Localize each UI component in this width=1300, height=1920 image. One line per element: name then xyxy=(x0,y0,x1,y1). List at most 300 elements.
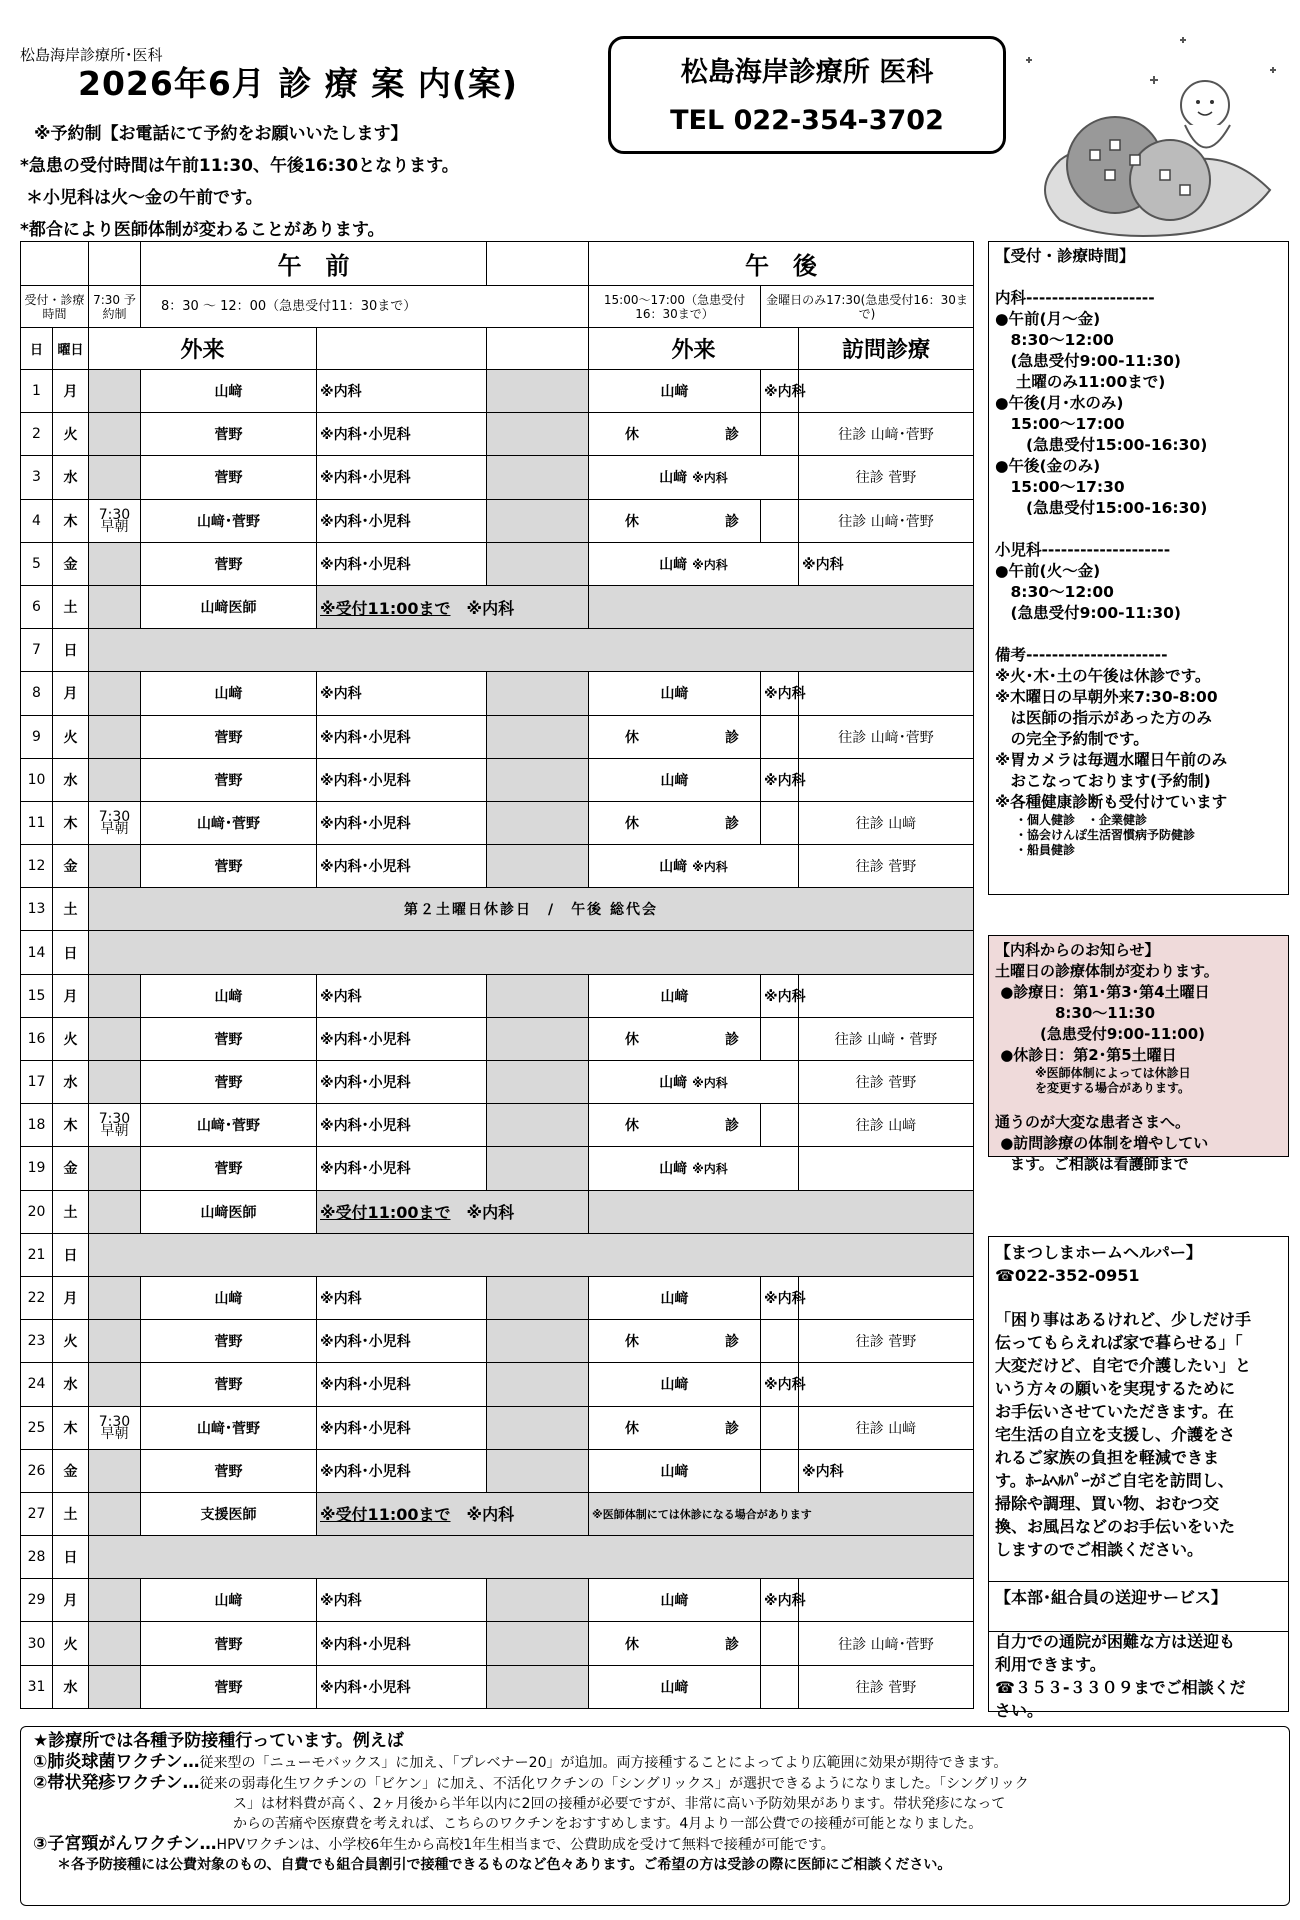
info-line: 8:30～11:30 xyxy=(995,1004,1156,1022)
schedule-row xyxy=(21,542,974,585)
am-note-cell xyxy=(317,1147,487,1190)
home-visit: 往診 菅野 xyxy=(855,859,917,876)
schedule-row xyxy=(21,1579,974,1622)
home-visit-cell xyxy=(799,1017,974,1060)
weekday-cell xyxy=(53,1363,89,1406)
info-line: (急患受付9:00-11:30) xyxy=(995,352,1181,370)
pm-dept-note: ※内科 xyxy=(764,988,806,1005)
gap-cell xyxy=(487,542,589,585)
day-cell xyxy=(21,1017,53,1060)
pm-dept-note: ※内科 xyxy=(764,1593,806,1610)
day-number: 16 xyxy=(27,1030,46,1047)
am-note-cell xyxy=(317,1190,589,1233)
day-number: 6 xyxy=(32,599,41,616)
day-number: 23 xyxy=(27,1333,46,1350)
weekday: 木 xyxy=(63,513,78,530)
am-note-cell xyxy=(317,1622,487,1665)
day-cell xyxy=(21,845,53,888)
am-doctor: 山﨑･菅野 xyxy=(197,1420,260,1437)
schedule-row xyxy=(21,370,974,413)
am-note-cell xyxy=(317,1104,487,1147)
closed-day-cell xyxy=(89,1536,974,1579)
am-dept-note: ※内科 xyxy=(320,1593,362,1610)
am-doctor-cell xyxy=(141,1147,317,1190)
gap-cell xyxy=(487,1276,589,1319)
gap-cell xyxy=(487,1017,589,1060)
col-weekday-header xyxy=(53,328,89,370)
clinic-tel: TEL 022-354-3702 xyxy=(670,105,944,136)
home-visit: 往診 山﨑 xyxy=(855,815,917,832)
home-visit: 往診 菅野 xyxy=(855,1334,917,1351)
pm-closed: 休 診 xyxy=(625,1334,775,1351)
gap-cell xyxy=(487,801,589,844)
weekday: 月 xyxy=(63,1593,78,1610)
schedule-row xyxy=(21,1320,974,1363)
weekday: 日 xyxy=(63,945,78,962)
col-outpatient-am-header xyxy=(89,328,317,370)
am-note-cell xyxy=(317,845,487,888)
pm-header xyxy=(589,242,974,286)
pm-closed-cell xyxy=(589,1406,775,1449)
day-number: 3 xyxy=(32,469,41,486)
schedule-row xyxy=(21,456,974,499)
pm-closed: 休 診 xyxy=(625,1420,775,1437)
home-visit-cell xyxy=(799,1061,974,1104)
home-visit-cell xyxy=(799,1363,974,1406)
info-line: 【受付・診療時間】 xyxy=(995,247,1135,265)
home-visit: 往診 菅野 xyxy=(855,1679,917,1696)
am-doctor: 菅野 xyxy=(214,859,243,876)
gap-cell xyxy=(487,370,589,413)
am-dept-note: ※内科･小児科 xyxy=(320,1118,411,1135)
am-doctor-cell xyxy=(141,1017,317,1060)
am-doctor: 山﨑医師 xyxy=(200,600,257,617)
am-doctor: 山﨑医師 xyxy=(200,1204,257,1221)
pm-doctor-cell xyxy=(589,845,799,888)
am-dept-note: ※内科･小児科 xyxy=(320,815,411,832)
header-blank xyxy=(21,242,89,286)
pm-hours: 15:00～17:00（急患受付16：30まで） xyxy=(603,292,746,321)
weekday-cell xyxy=(53,1017,89,1060)
home-visit-cell xyxy=(799,715,974,758)
schedule-row xyxy=(21,1233,974,1276)
weekday: 土 xyxy=(63,1506,78,1523)
home-visit: 往診 山﨑 xyxy=(855,1118,917,1135)
pm-closed-cell xyxy=(589,1104,775,1147)
weekday-cell xyxy=(53,1536,89,1579)
info-line: ●休診日：第2･第5土曜日 xyxy=(995,1046,1177,1064)
early-cell xyxy=(89,758,141,801)
clinic-logo-box xyxy=(608,36,1006,154)
am-dept-note: ※内科･小児科 xyxy=(320,1679,411,1696)
info-line: ☎022-352-0951 xyxy=(995,1266,1140,1285)
day-cell xyxy=(21,629,53,672)
weekday: 水 xyxy=(63,772,78,789)
pm-dept-note: ※内科 xyxy=(692,557,728,572)
early-cell xyxy=(89,1665,141,1708)
pm-doctor-cell xyxy=(589,1449,761,1492)
am-note-cell xyxy=(317,413,487,456)
am-reception-note: ※受付11:00まで xyxy=(320,1203,451,1223)
pm-closed-cell xyxy=(589,1017,775,1060)
info-line: 伝ってもらえれば家で暮らせる」「 xyxy=(995,1333,1243,1352)
day-number: 31 xyxy=(27,1678,46,1695)
info-line: の完全予約制です。 xyxy=(995,730,1149,748)
am-note-cell xyxy=(317,715,487,758)
info-line: れるご家族の負担を軽減できま xyxy=(995,1448,1220,1467)
note-line: ＊小児科は火～金の午前です。 xyxy=(26,188,263,208)
info-line: ※火･木･土の午後は休診です。 xyxy=(995,667,1211,685)
day-number: 7 xyxy=(32,642,41,659)
am-doctor-cell xyxy=(141,413,317,456)
day-number: 24 xyxy=(27,1376,46,1393)
am-dept-note: ※内科･小児科 xyxy=(320,427,411,444)
pm-note-cell xyxy=(761,672,806,715)
am-note-cell xyxy=(317,1363,487,1406)
am-dept-note: ※内科･小児科 xyxy=(320,1420,411,1437)
am-note-cell xyxy=(317,1276,487,1319)
am-doctor: 山﨑 xyxy=(214,686,243,703)
gap-cell xyxy=(487,1061,589,1104)
vaccine-hpv: ③子宮頸がんワクチン…HPVワクチンは、小学校6年生から高校1年生相当まで、公費助成を受けて無料で接種が可能です。 xyxy=(33,1834,835,1854)
am-dept-note: ※内科･小児科 xyxy=(320,1075,411,1092)
am-doctor: 菅野 xyxy=(214,427,243,444)
early-cell-text: 7:30 早朝 xyxy=(98,506,131,535)
info-line: お手伝いさせていただきます。在 xyxy=(995,1402,1234,1421)
am-reception-note: ※受付11:00まで xyxy=(320,1505,451,1525)
pm-dept-note: ※内科 xyxy=(764,1291,806,1308)
schedule-table xyxy=(20,241,974,1709)
am-doctor: 菅野 xyxy=(214,556,243,573)
early-cell xyxy=(89,370,141,413)
day-cell xyxy=(21,1061,53,1104)
col-home-visit: 訪問診療 xyxy=(842,338,931,363)
info-line: ●午前(火～金) xyxy=(995,562,1101,580)
fri-hours: 金曜日のみ17:30(急患受付16：30まで) xyxy=(766,292,968,321)
info-subline: ・船員健診 xyxy=(1015,843,1076,857)
col-weekday: 曜日 xyxy=(57,343,84,358)
info-line xyxy=(995,267,1282,288)
weekday: 金 xyxy=(63,1463,78,1480)
vaccination-info-box xyxy=(20,1726,1290,1906)
vaccine-title: ★診療所では各種予防接種行っています。例えば xyxy=(33,1731,404,1751)
info-line: ●診療日：第1･第3･第4土曜日 xyxy=(995,983,1210,1001)
am-doctor: 菅野 xyxy=(214,1031,243,1048)
day-number: 12 xyxy=(27,858,46,875)
am-doctor-cell xyxy=(141,1665,317,1708)
early-cell xyxy=(89,1147,141,1190)
pm-dept-note: ※内科 xyxy=(764,772,806,789)
am-dept-note: ※内科･小児科 xyxy=(320,470,411,487)
weekday: 土 xyxy=(63,902,78,919)
pm-closed: 休 診 xyxy=(625,1636,775,1653)
early-cell xyxy=(89,672,141,715)
home-visit-cell xyxy=(799,845,974,888)
day-number: 1 xyxy=(32,383,41,400)
weekday-cell xyxy=(53,715,89,758)
info-line xyxy=(995,1287,1282,1308)
schedule-row xyxy=(21,801,974,844)
am-label: 午 前 xyxy=(277,252,350,280)
col-outpatient-am: 外来 xyxy=(180,338,225,363)
weekday-cell xyxy=(53,931,89,974)
pm-doctor-cell xyxy=(589,672,761,715)
home-visit-cell xyxy=(799,1104,974,1147)
info-subline: ・協会けんぽ生活習慣病予防健診 xyxy=(1015,828,1196,842)
pm-doctor-cell xyxy=(589,758,761,801)
gap-cell xyxy=(487,715,589,758)
weekday: 水 xyxy=(63,1679,78,1696)
gap-cell xyxy=(487,456,589,499)
am-dept-note: ※内科 xyxy=(466,1505,515,1525)
col-outpatient-pm: 外来 xyxy=(671,338,716,363)
day-cell xyxy=(21,542,53,585)
weekday: 土 xyxy=(63,600,78,617)
pm-dept-note: ※内科 xyxy=(764,1377,806,1394)
am-doctor-cell xyxy=(141,715,317,758)
gap-cell xyxy=(487,1622,589,1665)
early-cell-text: 7:30 早朝 xyxy=(98,808,131,837)
day-number: 14 xyxy=(27,944,46,961)
pm-closed-cell xyxy=(589,1622,775,1665)
info-line xyxy=(995,1609,1282,1630)
home-visit-cell xyxy=(799,370,974,413)
pm-doctor: 山﨑 xyxy=(660,1593,689,1610)
info-line: いう方々の願いを実現するために xyxy=(995,1379,1236,1398)
day-number: 11 xyxy=(27,814,46,831)
day-cell xyxy=(21,801,53,844)
home-visit-cell xyxy=(799,672,974,715)
am-dept-note: ※内科･小児科 xyxy=(320,513,411,530)
info-line: 利用できます。 xyxy=(995,1655,1106,1674)
sat-extra-cell xyxy=(589,585,974,628)
early-cell xyxy=(89,1061,141,1104)
weekday-cell xyxy=(53,888,89,931)
home-visit: 往診 山﨑･菅野 xyxy=(838,1636,934,1653)
header-blank xyxy=(487,328,589,370)
day-number: 17 xyxy=(27,1074,46,1091)
pm-note-cell xyxy=(761,974,806,1017)
sat-extra-note: ※医師体制にては休診になる場合があります xyxy=(592,1507,812,1521)
day-number: 21 xyxy=(27,1246,46,1263)
am-note-cell xyxy=(317,542,487,585)
event-text: 第２土曜日休診日 / 午後 総代会 xyxy=(404,902,658,919)
weekday: 水 xyxy=(63,1075,78,1092)
pm-dept-note: ※内科 xyxy=(764,686,806,703)
day-number: 4 xyxy=(32,512,41,529)
weekday-cell xyxy=(53,456,89,499)
weekday-cell xyxy=(53,974,89,1017)
pm-doctor-cell xyxy=(589,542,799,585)
day-cell xyxy=(21,672,53,715)
weekday: 火 xyxy=(63,1031,78,1048)
col-day-header xyxy=(21,328,53,370)
weekday: 日 xyxy=(63,643,78,660)
schedule-row xyxy=(21,974,974,1017)
am-reception-note: ※受付11:00まで xyxy=(320,598,451,618)
day-cell xyxy=(21,1665,53,1708)
am-doctor-cell xyxy=(141,370,317,413)
gap-cell xyxy=(487,1104,589,1147)
pm-doctor-cell xyxy=(589,1276,761,1319)
am-note-cell xyxy=(317,1406,487,1449)
gap-cell xyxy=(487,1449,589,1492)
pm-note-cell xyxy=(761,1579,806,1622)
pm-note-cell xyxy=(761,758,806,801)
am-dept-note: ※内科･小児科 xyxy=(320,1161,411,1178)
day-number: 19 xyxy=(27,1160,46,1177)
am-dept-note: ※内科 xyxy=(466,598,515,618)
home-visit: 往診 山﨑･菅野 xyxy=(838,427,934,444)
am-dept-note: ※内科･小児科 xyxy=(320,859,411,876)
am-doctor: 菅野 xyxy=(214,1334,243,1351)
am-note-cell xyxy=(317,585,589,628)
weekday-cell xyxy=(53,1190,89,1233)
am-note-cell xyxy=(317,758,487,801)
vaccine-pneumococcal: ①肺炎球菌ワクチン…従来型の「ニューモバックス」に加え、「プレベナー20」が追加。両方接種することによってより広範囲に効果が期待できます。 xyxy=(33,1752,1008,1772)
weekday: 日 xyxy=(63,1247,78,1264)
weekday-cell xyxy=(53,1492,89,1535)
day-cell xyxy=(21,1276,53,1319)
schedule-row xyxy=(21,888,974,931)
pm-closed-cell xyxy=(589,1320,775,1363)
weekday-cell xyxy=(53,672,89,715)
early-cell xyxy=(89,1449,141,1492)
weekday-cell xyxy=(53,629,89,672)
home-visit: 往診 山﨑･菅野 xyxy=(838,729,934,746)
pm-dept-note: ※内科 xyxy=(692,1076,728,1091)
am-doctor-cell xyxy=(141,1579,317,1622)
note-line: ※予約制【お電話にて予約をお願いいたします】 xyxy=(34,124,408,144)
info-subline: を変更する場合があります。 xyxy=(1035,1081,1191,1095)
fri-hours-cell xyxy=(761,286,974,328)
am-note-cell xyxy=(317,1665,487,1708)
day-number: 9 xyxy=(32,728,41,745)
am-doctor: 菅野 xyxy=(214,1075,243,1092)
pm-note-cell xyxy=(761,370,806,413)
event-cell xyxy=(89,888,974,931)
day-number: 29 xyxy=(27,1592,46,1609)
pm-note-cell xyxy=(761,1449,799,1492)
weekday-cell xyxy=(53,585,89,628)
home-visit: ※内科 xyxy=(802,556,844,573)
home-visit-cell xyxy=(799,1320,974,1363)
home-visit-cell xyxy=(799,542,974,585)
info-line: (急患受付15:00-16:30) xyxy=(995,436,1208,454)
day-number: 8 xyxy=(32,685,41,702)
col-home-visit-header xyxy=(799,328,974,370)
am-doctor: 山﨑 xyxy=(214,988,243,1005)
day-number: 2 xyxy=(32,426,41,443)
am-note-cell xyxy=(317,1320,487,1363)
weekday-cell xyxy=(53,1233,89,1276)
schedule-row xyxy=(21,1363,974,1406)
day-cell xyxy=(21,370,53,413)
schedule-row xyxy=(21,672,974,715)
col-outpatient-pm-header xyxy=(589,328,799,370)
info-line: す。ﾎｰﾑﾍﾙﾊﾟｰがご自宅を訪問し、 xyxy=(995,1471,1234,1490)
am-doctor-cell xyxy=(141,1363,317,1406)
early-cell xyxy=(89,1320,141,1363)
am-doctor-cell xyxy=(141,499,317,542)
day-cell xyxy=(21,1190,53,1233)
am-doctor: 菅野 xyxy=(214,1636,243,1653)
am-note-cell xyxy=(317,1492,589,1535)
gap-cell xyxy=(487,758,589,801)
am-doctor-cell xyxy=(141,1492,317,1535)
day-cell xyxy=(21,1536,53,1579)
schedule-row xyxy=(21,629,974,672)
weekday: 木 xyxy=(63,1420,78,1437)
weekday: 月 xyxy=(63,988,78,1005)
early-cell xyxy=(89,1190,141,1233)
am-dept-note: ※内科･小児科 xyxy=(320,1636,411,1653)
header-blank xyxy=(487,242,589,286)
pm-doctor: 山﨑 xyxy=(659,1075,688,1092)
info-line: 15:00～17:30 xyxy=(995,478,1125,496)
info-line: ※木曜日の早朝外来7:30-8:00 xyxy=(995,688,1218,706)
header-notes xyxy=(20,118,459,246)
weekday: 月 xyxy=(63,1291,78,1308)
am-note-cell xyxy=(317,974,487,1017)
gap-cell xyxy=(487,672,589,715)
weekday-cell xyxy=(53,1147,89,1190)
info-line: ●午前(月～金) xyxy=(995,310,1101,328)
day-cell xyxy=(21,1449,53,1492)
home-visit-cell xyxy=(799,974,974,1017)
pm-doctor: 山﨑 xyxy=(660,1463,689,1480)
pm-note-cell xyxy=(761,1665,799,1708)
am-dept-note: ※内科･小児科 xyxy=(320,1463,411,1480)
header-blank xyxy=(317,328,487,370)
schedule-row xyxy=(21,1104,974,1147)
home-visit-cell xyxy=(799,801,974,844)
am-doctor-cell xyxy=(141,974,317,1017)
am-note-cell xyxy=(317,499,487,542)
day-cell xyxy=(21,1622,53,1665)
early-cell xyxy=(89,1622,141,1665)
home-visit-cell xyxy=(799,456,974,499)
weekday-cell xyxy=(53,801,89,844)
am-doctor: 菅野 xyxy=(214,1679,243,1696)
early-cell-text: 7:30 早朝 xyxy=(98,1111,131,1140)
hours-info-box xyxy=(988,241,1289,895)
weekday: 土 xyxy=(63,1204,78,1221)
schedule-row xyxy=(21,585,974,628)
day-cell xyxy=(21,413,53,456)
weekday: 金 xyxy=(63,1161,78,1178)
closed-day-cell xyxy=(89,1233,974,1276)
info-line: 宅生活の自立を支援し、介護をさ xyxy=(995,1425,1236,1444)
info-line: さい。 xyxy=(995,1701,1044,1720)
home-visit: ※内科 xyxy=(802,1463,844,1480)
weekday: 火 xyxy=(63,1636,78,1653)
am-dept-note: ※内科 xyxy=(320,686,362,703)
info-line: ☎３５３-３３０９までご相談くだ xyxy=(995,1678,1246,1697)
pm-dept-note: ※内科 xyxy=(692,860,728,875)
early-cell xyxy=(89,801,141,844)
home-visit-cell xyxy=(799,1622,974,1665)
pm-closed: 休 診 xyxy=(625,427,775,444)
schedule-row xyxy=(21,845,974,888)
pm-closed: 休 診 xyxy=(625,729,775,746)
am-doctor: 山﨑 xyxy=(214,1291,243,1308)
pm-dept-note: ※内科 xyxy=(692,1162,728,1177)
pm-label: 午 後 xyxy=(745,252,817,280)
am-doctor-cell xyxy=(141,801,317,844)
gap-cell xyxy=(487,1406,589,1449)
info-line: 土曜日の診療体制が変わります。 xyxy=(995,962,1219,980)
